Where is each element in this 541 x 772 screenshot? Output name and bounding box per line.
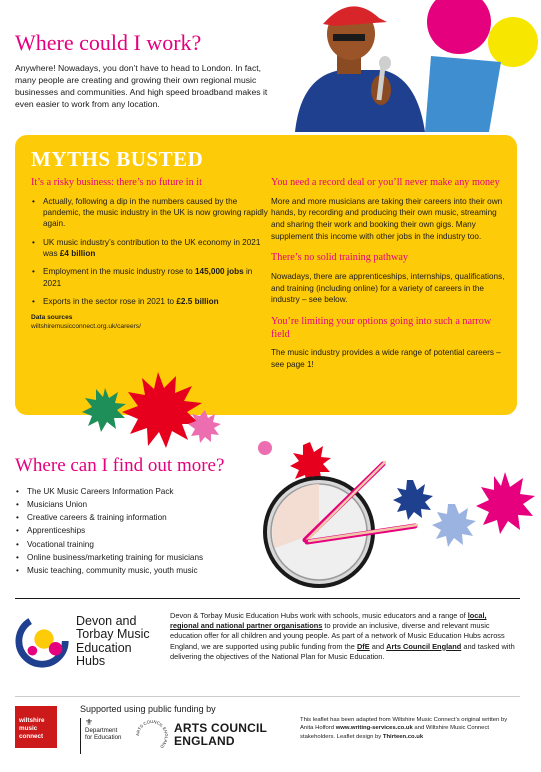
myth-heading: There’s no solid training pathway bbox=[271, 252, 408, 264]
data-sources-link[interactable]: wiltshiremusicconnect.org.uk/careers/ bbox=[31, 323, 141, 331]
myth-body: The music industry provides a wide range of potential careers – see page 1! bbox=[271, 348, 501, 370]
supported-by-label: Supported using public funding by bbox=[80, 704, 216, 714]
myth-body: Nowadays, there are apprenticeships, internships, qualifications, and training (including online) for a variety of careers in the industry – see below. bbox=[271, 272, 505, 305]
arts-council-ring-logo bbox=[134, 718, 170, 754]
cap-icon bbox=[323, 6, 387, 26]
arts-council-link[interactable]: Arts Council England bbox=[386, 641, 462, 651]
crest-icon: ⚜ bbox=[85, 717, 94, 727]
list-item: • UK music industry’s contribution to the UK economy in 2021 was £4 billion bbox=[31, 237, 269, 260]
pink-circle bbox=[427, 0, 491, 54]
hubs-name: Devon and Torbay Music Education Hubs bbox=[76, 614, 150, 669]
divider bbox=[15, 598, 520, 599]
blue-backdrop bbox=[425, 56, 501, 132]
svg-text:ARTS COUNCIL ENGLAND: ARTS COUNCIL ENGLAND bbox=[134, 718, 170, 750]
list-item[interactable]: • Apprenticeships bbox=[15, 524, 265, 537]
wiltshire-music-connect-logo: wiltshire music connect bbox=[15, 706, 57, 748]
find-out-more-section bbox=[15, 455, 265, 577]
myths-right-column bbox=[271, 177, 507, 381]
starburst-icon bbox=[82, 388, 126, 432]
myth-heading: You need a record deal or you’ll never make any money bbox=[271, 177, 500, 188]
list-item: • Employment in the music industry rose to 145,000 jobs in 2021 bbox=[31, 266, 269, 289]
where-work-body: Anywhere! Nowadays, you don’t have to head to London. In fact, many people are creating and growing their own regional music businesses and communities. And high speed broadband makes it even easier to work from any location. bbox=[15, 63, 268, 110]
torso-shape bbox=[295, 70, 425, 132]
singer-illustration bbox=[275, 0, 541, 132]
myth-body: More and more musicians are taking their careers into their own hands, by recording and producing their own music, streaming and sharing their work and booking their own gigs. Many supplement this income with other jobs in the industry too. bbox=[271, 196, 503, 241]
myth-facts-list bbox=[31, 196, 269, 308]
myth-heading: It’s a risky business: there’s no future in it bbox=[31, 177, 202, 188]
where-work-section bbox=[15, 30, 275, 110]
divider bbox=[15, 696, 520, 697]
find-more-title: Where can I find out more? bbox=[15, 455, 225, 476]
starburst-decoration bbox=[80, 370, 230, 450]
list-item[interactable]: • Musicians Union bbox=[15, 498, 265, 511]
partner-organisations-link[interactable]: local, regional and national partner organisations bbox=[170, 611, 487, 631]
starburst-icon bbox=[122, 372, 202, 448]
department-for-education-logo: ⚜ Department for Education bbox=[80, 718, 128, 754]
hubs-description: Devon & Torbay Music Education Hubs work with schools, music educators and a range of local, regional and national partner organisations to provide an inclusive, diverse and relevant music education offer for all children and young people. As part of a network of Music Education Hubs across England, we are supported using public funding from the DfE and Arts Council England and tasked with delivering the objectives of the National Plan for Music Education. bbox=[170, 611, 515, 661]
drum-illustration bbox=[235, 432, 541, 592]
sunglasses-icon bbox=[333, 34, 365, 41]
myth-heading: You’re limiting your options going into such a narrow field bbox=[271, 315, 492, 340]
data-sources bbox=[31, 314, 269, 332]
thirteen-link[interactable]: Thirteen.co.uk bbox=[382, 733, 424, 740]
hubs-logo bbox=[15, 612, 73, 670]
dot-icon bbox=[258, 441, 272, 455]
myths-left-column bbox=[31, 177, 269, 332]
list-item[interactable]: • Vocational training bbox=[15, 538, 265, 551]
arts-council-england-logo: ARTS COUNCIL ENGLAND bbox=[174, 721, 268, 748]
data-sources-title: Data sources bbox=[31, 314, 73, 322]
starburst-icon bbox=[393, 480, 433, 520]
list-item[interactable]: • The UK Music Careers Information Pack bbox=[15, 485, 265, 498]
yellow-circle bbox=[488, 17, 538, 67]
starburst-icon bbox=[188, 410, 221, 443]
list-item[interactable]: • Music teaching, community music, youth music bbox=[15, 564, 265, 577]
starburst-icon bbox=[476, 472, 535, 534]
list-item: • Actually, following a dip in the numbers caused by the pandemic, the music industry in the UK is now growing rapidly again. bbox=[31, 196, 269, 230]
list-item: • Exports in the sector rose in 2021 to £2.5 billion bbox=[31, 296, 269, 307]
resources-list bbox=[15, 485, 265, 577]
starburst-icon bbox=[432, 504, 476, 547]
myths-title: MYTHS BUSTED bbox=[31, 147, 204, 171]
credits-text: This leaflet has been adapted from Wiltshire Music Connect’s original written by Anita Holford www.writing-services.co.uk and Wiltshire Music Connect stakeholders. Leaflet design by Thirteen.co.uk bbox=[300, 717, 508, 740]
list-item[interactable]: • Online business/marketing training for musicians bbox=[15, 551, 265, 564]
dfe-link[interactable]: DfE bbox=[356, 641, 370, 651]
writing-services-link[interactable]: www.writing-services.co.uk bbox=[335, 725, 413, 732]
where-work-title: Where could I work? bbox=[15, 30, 202, 55]
list-item[interactable]: • Creative careers & training information bbox=[15, 511, 265, 524]
